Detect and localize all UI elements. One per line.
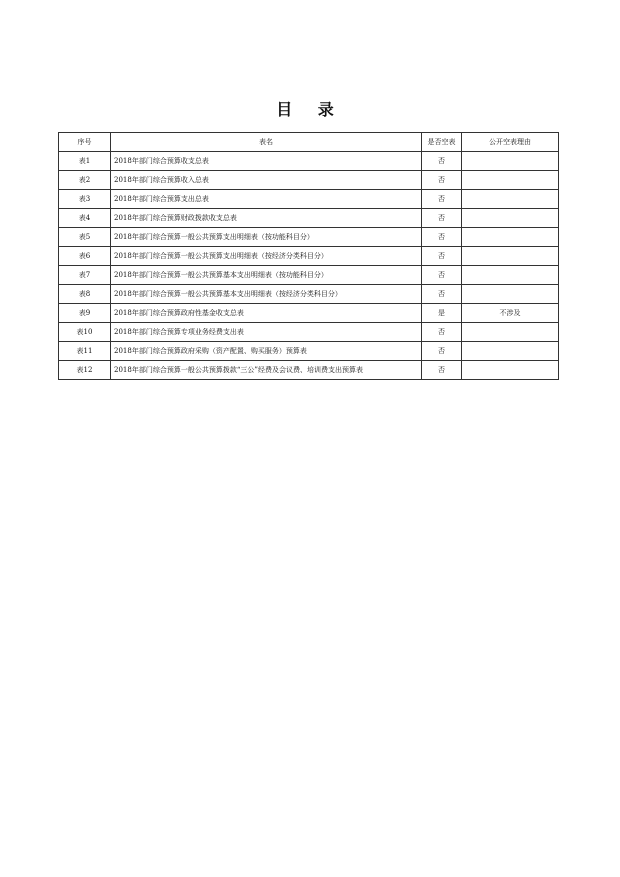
row-is-empty: 是: [422, 304, 462, 323]
row-name: 2018年部门综合预算支出总表: [111, 190, 422, 209]
row-reason: [462, 171, 559, 190]
row-reason: [462, 247, 559, 266]
row-reason: [462, 209, 559, 228]
row-reason: [462, 190, 559, 209]
row-reason: [462, 285, 559, 304]
row-is-empty: 否: [422, 266, 462, 285]
row-is-empty: 否: [422, 342, 462, 361]
table-row: [59, 171, 559, 190]
table-row: [59, 190, 559, 209]
row-no: 表3: [59, 190, 111, 209]
row-no: 表4: [59, 209, 111, 228]
row-no: 表5: [59, 228, 111, 247]
table-row: [59, 323, 559, 342]
row-name: 2018年部门综合预算一般公共预算拨款“三公”经费及会议费、培训费支出预算表: [111, 361, 422, 380]
row-no: 表6: [59, 247, 111, 266]
table-row: [59, 266, 559, 285]
header-no: 序号: [59, 133, 111, 152]
table-row: [59, 361, 559, 380]
toc-table: [58, 132, 559, 380]
row-name: 2018年部门综合预算一般公共预算基本支出明细表（按功能科目分）: [111, 266, 422, 285]
table-row: [59, 342, 559, 361]
header-reason: 公开空表理由: [462, 133, 559, 152]
row-no: 表1: [59, 152, 111, 171]
table-row: [59, 209, 559, 228]
row-is-empty: 否: [422, 361, 462, 380]
row-name: 2018年部门综合预算一般公共预算基本支出明细表（按经济分类科目分）: [111, 285, 422, 304]
table-row: [59, 304, 559, 323]
header-is-empty: 是否空表: [422, 133, 462, 152]
row-is-empty: 否: [422, 228, 462, 247]
row-is-empty: 否: [422, 247, 462, 266]
row-is-empty: 否: [422, 323, 462, 342]
row-reason: 不涉及: [462, 304, 559, 323]
row-reason: [462, 266, 559, 285]
table-row: [59, 285, 559, 304]
row-is-empty: 否: [422, 190, 462, 209]
header-row: [59, 133, 559, 152]
page-title: 目 录: [276, 100, 344, 119]
header-name: 表名: [111, 133, 422, 152]
row-no: 表12: [59, 361, 111, 380]
row-reason: [462, 228, 559, 247]
row-no: 表8: [59, 285, 111, 304]
row-name: 2018年部门综合预算一般公共预算支出明细表（按经济分类科目分）: [111, 247, 422, 266]
row-name: 2018年部门综合预算政府采购（资产配置、购买服务）预算表: [111, 342, 422, 361]
row-no: 表7: [59, 266, 111, 285]
row-no: 表10: [59, 323, 111, 342]
row-is-empty: 否: [422, 209, 462, 228]
row-name: 2018年部门综合预算一般公共预算支出明细表（按功能科目分）: [111, 228, 422, 247]
row-no: 表9: [59, 304, 111, 323]
row-name: 2018年部门综合预算收入总表: [111, 171, 422, 190]
row-reason: [462, 361, 559, 380]
row-reason: [462, 342, 559, 361]
row-no: 表2: [59, 171, 111, 190]
row-reason: [462, 152, 559, 171]
row-name: 2018年部门综合预算收支总表: [111, 152, 422, 171]
row-reason: [462, 323, 559, 342]
table-row: [59, 247, 559, 266]
row-name: 2018年部门综合预算专项业务经费支出表: [111, 323, 422, 342]
row-is-empty: 否: [422, 171, 462, 190]
row-is-empty: 否: [422, 152, 462, 171]
row-no: 表11: [59, 342, 111, 361]
table-row: [59, 152, 559, 171]
row-name: 2018年部门综合预算财政拨款收支总表: [111, 209, 422, 228]
row-is-empty: 否: [422, 285, 462, 304]
row-name: 2018年部门综合预算政府性基金收支总表: [111, 304, 422, 323]
table-row: [59, 228, 559, 247]
